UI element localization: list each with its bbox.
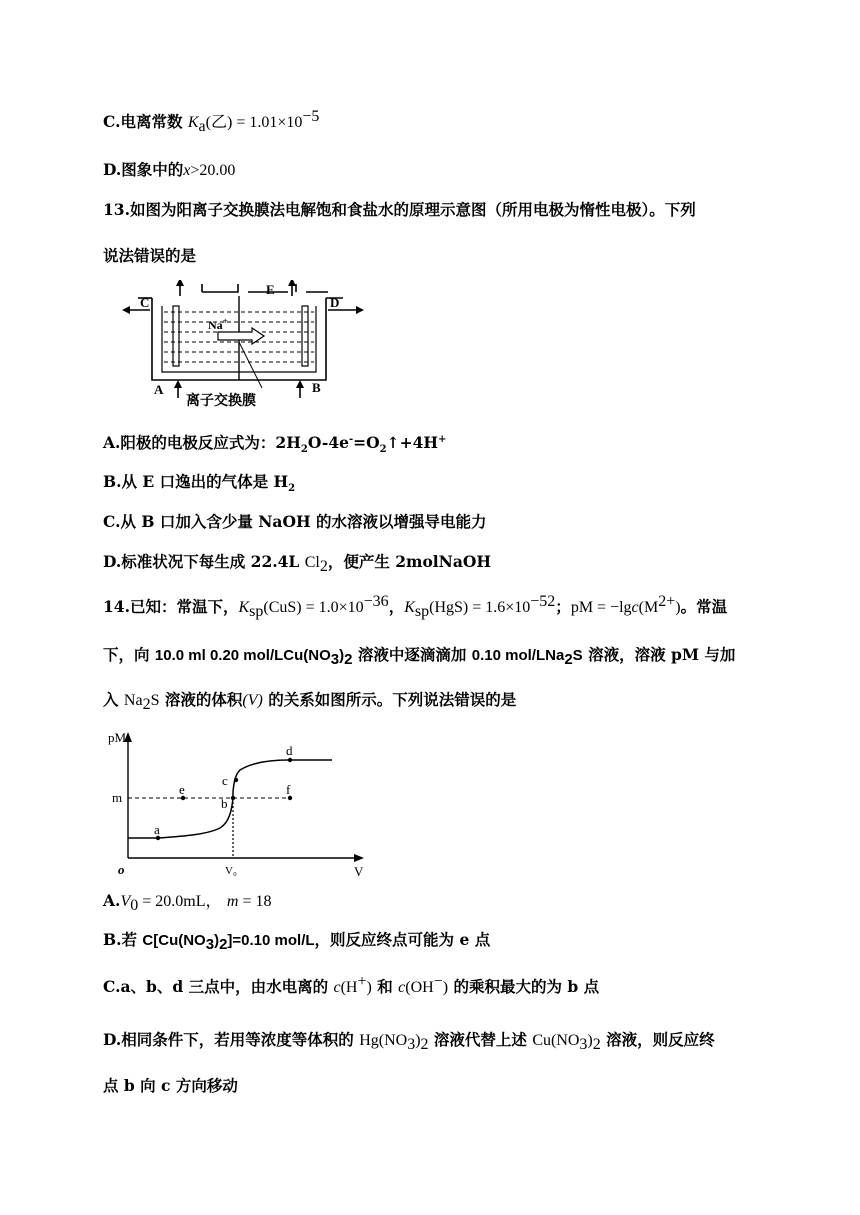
- q14-option-c: C.a、b、d 三点中，由水电离的 c(H+) 和 c(OH−) 的乘积最大的为 b 点: [103, 972, 600, 996]
- q14-stem-line1: 14.已知：常温下，$K_{sp}(CuS) = 1.0\times 10^{-36}$，$K_{sp}(HgS) = 1.6\times 10^{-52}$；pM = $-\lg c(M^{2+})$。常温: [103, 592, 728, 621]
- point-label-f: f: [286, 782, 291, 797]
- q13-option-a: A.阳极的电极反应式为：$2H_2O-4e^-=O_2↑+4H^+$: [103, 433, 447, 456]
- inlet-b-label: B: [312, 380, 321, 395]
- x-axis-label: V: [354, 864, 364, 878]
- q13-option-c: C.从 B 口加入含少量 NaOH 的水溶液以增强导电能力: [103, 512, 487, 531]
- electrolysis-cell-diagram: [118, 280, 368, 410]
- q13-stem-line1: 13.如图为阳离子交换膜法电解饱和食盐水的原理示意图（所用电极为惰性电极）。下列: [103, 200, 696, 219]
- y-axis-label: pM: [108, 730, 127, 745]
- q14-stem-line3: 入 $Na_2S$ 溶液的体积(V) 的关系如图所示。下列说法错误的是: [103, 690, 517, 714]
- q13-stem-line2: 说法错误的是: [103, 246, 197, 265]
- q13-option-d: D.标准状况下每生成 22.4L $Cl_2$，便产生 2molNaOH: [103, 552, 492, 576]
- q14-stem-line2: 下，向 10.0 ml 0.20 mol/$LCu(NO_3)_2$ 溶液中逐滴滴加 0.10 mol/LNa$_2$S 溶液，溶液 pM 与加: [103, 645, 736, 669]
- membrane-label: 离子交换膜: [186, 394, 256, 409]
- q12-option-d: D.图象中的x>20.00: [103, 160, 236, 179]
- outlet-e-label: E: [266, 282, 275, 297]
- x-axis-arrow: [354, 854, 364, 862]
- origin-label: o: [118, 862, 125, 877]
- outlet-c-label: C: [140, 295, 150, 310]
- q14-option-d-line2: 点 b 向 c 方向移动: [103, 1076, 238, 1095]
- outlet-d-label: D: [330, 295, 340, 310]
- point-label-b: b: [221, 796, 228, 811]
- inlet-a-label: A: [154, 382, 164, 397]
- titration-curve-chart: [108, 728, 368, 878]
- point-label-d: d: [286, 743, 293, 758]
- ka-symbol: K: [187, 114, 199, 131]
- q14-option-b: B.若 $C[Cu(NO_3)_2]=0.10$ mol/L，则反应终点可能为 e 点: [103, 930, 491, 954]
- x-tick-v0: V₀: [225, 865, 237, 877]
- point-label-a: a: [154, 822, 160, 837]
- q14-option-a: $A.V_0 = 20.0mL$， m = 18: [103, 891, 272, 915]
- point-label-e: e: [179, 782, 185, 797]
- point-c: [234, 778, 238, 782]
- q12-option-c: C.电离常数 $K_a$(乙) = $1.01\times 10^{-5}$: [103, 107, 320, 136]
- q14-option-d-line1: D.相同条件下，若用等浓度等体积的 $Hg(NO_3)_2$ 溶液代替上述 $Cu(NO_3)_2$ 溶液，则反应终: [103, 1030, 715, 1054]
- y-tick-m: m: [112, 790, 123, 805]
- sodium-ion-label: Na+: [208, 316, 228, 332]
- q13-option-b: B.从 E 口逸出的气体是 $H_2$: [103, 472, 296, 495]
- point-label-c: c: [222, 773, 228, 788]
- point-b: [231, 796, 235, 800]
- point-d: [288, 758, 292, 762]
